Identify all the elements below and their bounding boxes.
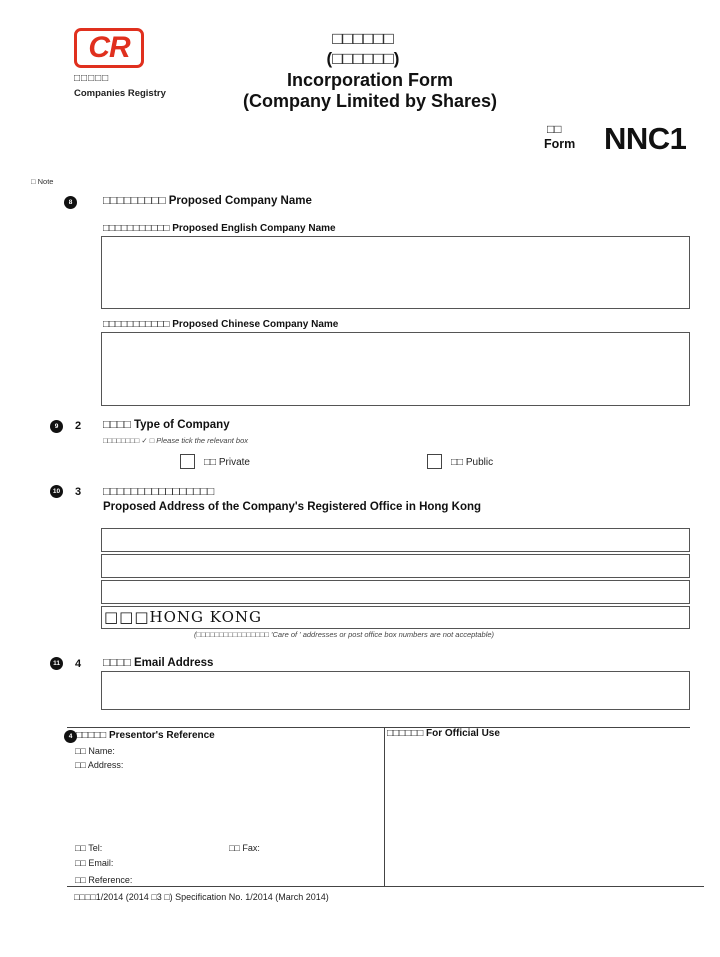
presentor-reference-label: □□ Reference:	[75, 875, 133, 885]
private-option-label: □□ Private	[204, 457, 250, 468]
specification-footer: □□□□1/2014 (2014 □3 □) Specification No. 1/2014 (March 2014)	[74, 892, 329, 902]
address-line-1-field[interactable]	[101, 528, 690, 552]
form-title-en: Incorporation Form	[287, 70, 453, 90]
form-subtitle-zh: (□□□□□□)	[326, 49, 400, 68]
presentor-tel-label: □□ Tel:	[75, 843, 103, 853]
tick-instruction: □□□□□□□□ ✓ □ Please tick the relevant box	[103, 436, 249, 445]
presentor-reference-title: □□□□□ Presentor's Reference	[76, 730, 215, 741]
section-number-3: 3	[75, 486, 82, 498]
company-name-section-title: □□□□□□□□□ Proposed Company Name	[103, 195, 312, 207]
section-number-4: 4	[75, 658, 82, 670]
address-section-title-zh: □□□□□□□□□□□□□□□□	[103, 486, 215, 498]
note-badge-8: 8	[64, 196, 77, 209]
english-name-label: □□□□□□□□□□□ Proposed English Company Name	[103, 223, 336, 234]
section-number-2: 2	[75, 420, 82, 432]
email-section-title: □□□□ Email Address	[103, 657, 214, 669]
english-company-name-field[interactable]	[101, 236, 690, 309]
address-note: (□□□□□□□□□□□□□□□□ 'Care of ' addresses or post office box numbers are not acceptable)	[194, 630, 495, 639]
address-line-3-field[interactable]	[101, 580, 690, 604]
block-bottom-border	[67, 886, 704, 887]
registry-name-en: Companies Registry	[74, 88, 166, 99]
address-section-title-en: Proposed Address of the Company's Registered Office in Hong Kong	[103, 501, 482, 513]
form-label-zh: □□	[547, 122, 562, 136]
cr-logo: CR	[74, 28, 144, 68]
presentor-name-label: □□ Name:	[75, 746, 115, 756]
note-badge-11: 11	[50, 657, 63, 670]
registry-name-zh: □□□□□	[74, 73, 110, 84]
block-divider	[384, 727, 385, 887]
block-top-border	[67, 727, 690, 728]
form-subtitle-en: (Company Limited by Shares)	[242, 91, 498, 111]
public-checkbox[interactable]	[427, 454, 442, 469]
form-label-en: Form	[544, 137, 576, 151]
chinese-company-name-field[interactable]	[101, 332, 690, 406]
presentor-fax-label: □□ Fax:	[229, 843, 260, 853]
chinese-name-label: □□□□□□□□□□□ Proposed Chinese Company Name	[103, 319, 339, 330]
public-option-label: □□ Public	[451, 457, 494, 468]
hong-kong-text: □□□HONG KONG	[104, 608, 262, 626]
note-badge-4: 4	[64, 730, 77, 743]
presentor-email-label: □□ Email:	[75, 858, 114, 868]
email-address-field[interactable]	[101, 671, 690, 710]
form-number: NNC1	[604, 121, 687, 156]
address-line-2-field[interactable]	[101, 554, 690, 578]
note-label: □ Note	[31, 177, 54, 186]
official-use-title: □□□□□□ For Official Use	[387, 728, 500, 739]
company-type-section-title: □□□□ Type of Company	[103, 419, 230, 431]
presentor-address-label: □□ Address:	[75, 760, 124, 770]
form-title-zh: □□□□□□	[332, 29, 394, 48]
note-badge-10: 10	[50, 485, 63, 498]
note-badge-9: 9	[50, 420, 63, 433]
private-checkbox[interactable]	[180, 454, 195, 469]
